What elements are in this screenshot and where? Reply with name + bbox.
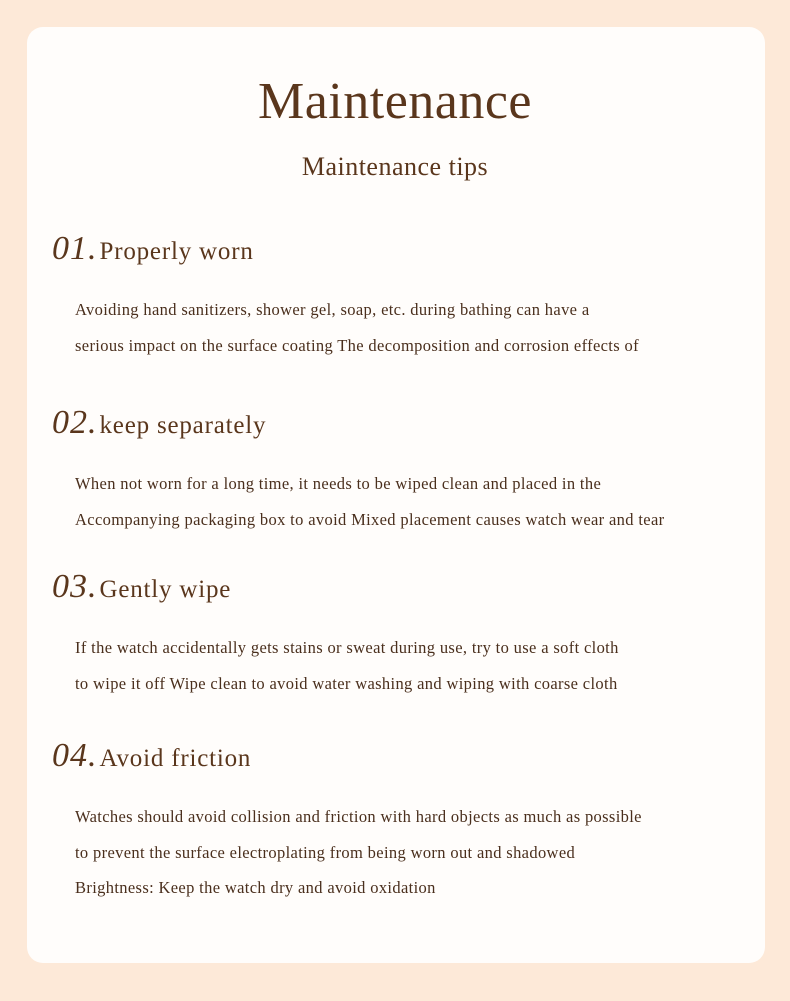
tip-body [75,630,762,701]
tip-text-line: Avoiding hand sanitizers, shower gel, soap, etc. during bathing can have a [75,300,590,319]
tip-text-line: to prevent the surface electroplating from being worn out and shadowed [75,842,576,862]
tip-section-03 [52,570,762,701]
tip-text-line: serious impact on the surface coating The decomposition and corrosion effects of [75,335,639,355]
tip-heading-row [52,570,762,614]
tip-heading-row [52,232,762,276]
tip-section-02 [52,406,762,537]
tip-body [75,799,762,906]
tip-text-line: When not worn for a long time, it needs to be wiped clean and placed in the [75,474,602,493]
page-title: Maintenance [257,73,533,130]
tip-text-line: If the watch accidentally gets stains or sweat during use, try to use a soft cloth [75,638,619,657]
tip-section-01 [52,232,762,363]
tip-heading: Avoid friction [99,745,252,772]
tip-text-line: Watches should avoid collision and friction with hard objects as much as possible [75,807,642,826]
tip-heading: Properly worn [99,238,254,265]
tip-heading-row [52,406,762,450]
tip-number: 02. [52,404,98,441]
tip-body [75,466,762,537]
tip-text-line: to wipe it off Wipe clean to avoid water washing and wiping with coarse cloth [75,673,618,693]
tip-number: 03. [52,568,98,605]
tip-heading: Gently wipe [99,576,232,603]
tip-heading-row [52,739,762,783]
tip-body [75,292,762,363]
tip-number: 01. [52,230,98,267]
tip-text-line: Accompanying packaging box to avoid Mixed placement causes watch wear and tear [75,509,665,529]
tip-text-line: Brightness: Keep the watch dry and avoid oxidation [75,878,436,897]
page-subtitle: Maintenance tips [301,152,489,181]
tip-number: 04. [52,737,98,774]
tip-section-04 [52,739,762,906]
tip-heading: keep separately [99,412,267,439]
